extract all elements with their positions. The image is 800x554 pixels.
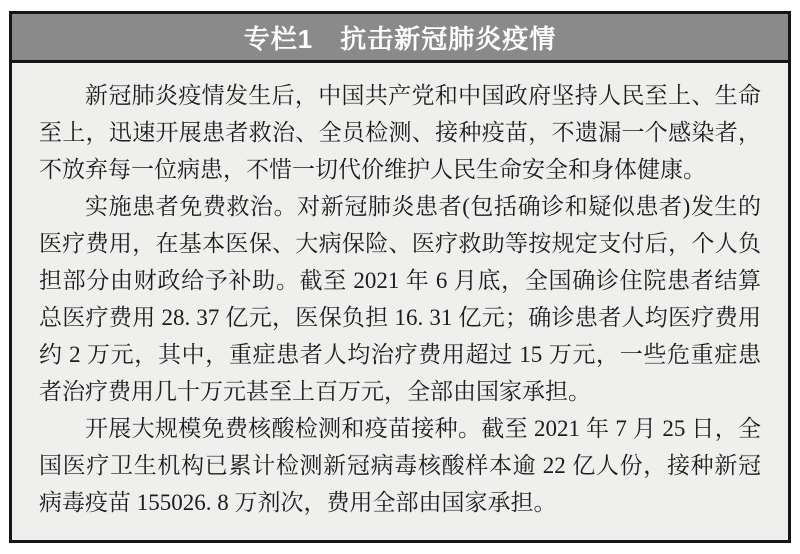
paragraph-overview: 新冠肺炎疫情发生后，中国共产党和中国政府坚持人民至上、生命至上，迅速开展患者救治、全员检测、接种疫苗，不遗漏一个感染者，不放弃每一位病患，不惜一切代价维护人民生命安全和身体健康。 (39, 83, 761, 182)
paragraph-testing-vaccination: 开展大规模免费核酸检测和疫苗接种。截至 2021 年 7 月 25 日，全国医疗卫生机构已累计检测新冠病毒核酸样本逾 22 亿人份，接种新冠病毒疫苗 155026. 8 万剂次，费用全部由国家承担。 (39, 416, 761, 515)
paragraph-free-treatment: 实施患者免费救治。对新冠肺炎患者(包括确诊和疑似患者)发生的医疗费用，在基本医保、大病保险、医疗救助等按规定支付后，个人负担部分由财政给予补助。截至 2021 年 6 月底，全国确诊住院患者结算总医疗费用 28. 37 亿元，医保负担 16. 31 亿元；确诊患者人均医疗费用约 2 万元，其中，重症患者人均治疗费用超过 15 万元，一些危重症患者治疗费用几十万元甚至上百万元，全部由国家承担。 (39, 194, 761, 404)
column-box (9, 11, 791, 543)
column-header-bar (12, 14, 788, 63)
column-title: 专栏1 抗击新冠肺炎疫情 (243, 23, 557, 54)
column-body (12, 63, 788, 531)
